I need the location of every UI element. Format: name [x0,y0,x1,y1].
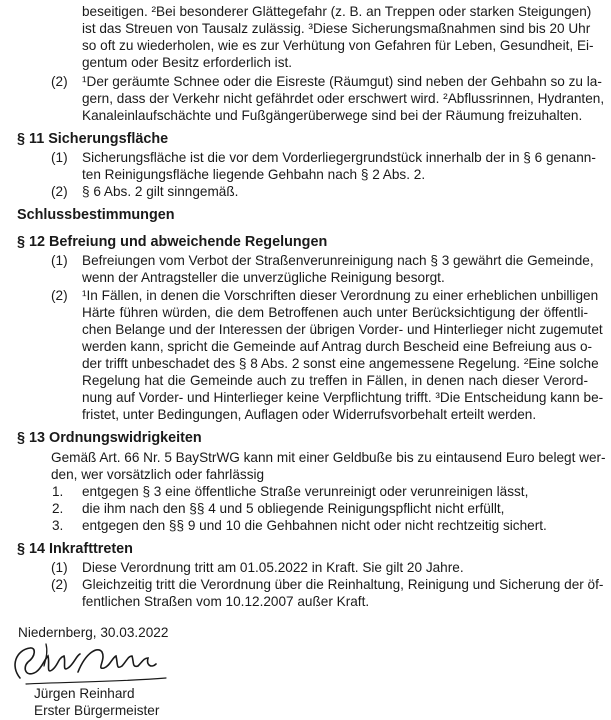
para10-line-1: beseitigen. ²Bei besonderer Glättegefahr (z. B. an Treppen oder starken Steigungen) [82,4,592,19]
section-12-item-2-line-6: Regelung hat die Gemeinde auch zu treffen in Fällen, in denen nach dieser Verord- [82,373,588,388]
para10-line-3: so oft zu wiederholen, wie es zur Verhütung von Gefahren für Leben, Gesundheit, Ei- [82,38,594,53]
section-14-item-1-number: (1) [51,560,68,575]
section-13-item-1-text: entgegen § 3 eine öffentliche Straße verunreinigt oder verunreinigen lässt, [82,484,529,499]
section-13-item-3-number: 3. [52,518,64,533]
section-12-heading: § 12 Befreiung und abweichende Regelungen [17,234,328,250]
section-14-heading: § 14 Inkrafttreten [17,541,133,557]
para10-item-2-line-1: ¹Der geräumte Schnee oder die Eisreste (Räumgut) sind neben der Gehbahn so zu la- [82,74,602,89]
para10-line-2: ist das Streuen von Tausalz zulässig. ³Diese Sicherungsmaßnahmen sind bis 20 Uhr [82,21,591,36]
final-provisions-heading: Schlussbestimmungen [17,207,175,223]
section-11-item-2-number: (2) [51,184,68,199]
section-13-item-3-text: entgegen den §§ 9 und 10 die Gehbahnen nicht oder nicht rechtzeitig sichert. [82,518,547,533]
section-13-heading: § 13 Ordnungswidrigkeiten [17,430,202,446]
section-11-item-2-line-1: § 6 Abs. 2 gilt sinngemäß. [82,184,239,199]
section-11-item-1-line-2: ten Reinigungsfläche liegende Gehbahn nach § 2 Abs. 2. [82,167,426,182]
section-12-item-2-number: (2) [51,288,68,303]
section-12-item-1-line-2: wenn der Antragsteller die unverzügliche Reinigung besorgt. [82,270,445,285]
section-12-item-2-line-4: werden kann, spricht die Gemeinde auf Antrag durch Bescheid eine Befreiung aus o- [82,339,593,354]
section-12-item-1-line-1: Befreiungen vom Verbot der Straßenverunreinigung nach § 3 gewährt die Gemeinde, [82,253,594,268]
section-14-item-2-line-2: fentlichen Straßen vom 10.12.2007 außer Kraft. [82,594,370,609]
section-14-item-2-number: (2) [51,577,68,592]
section-12-item-2-line-5: der trifft unbeschadet des § 8 Abs. 2 sonst eine angemessene Regelung. ²Eine solche [82,356,599,371]
section-11-item-1-line-1: Sicherungsfläche ist die vor dem Vorderliegergrundstück innerhalb der in § 6 genann- [82,150,596,165]
signatory-name: Jürgen Reinhard [34,686,135,701]
section-12-item-2-line-3: chen Belange und der Interessen der übrigen Vorder- und Hinterlieger nicht zugemutet [82,322,603,337]
section-12-item-2-line-2: Härte führen würden, die dem Betroffenen auch unter Berücksichtigung der öffentli- [82,305,588,320]
handwritten-signature [6,638,176,690]
section-12-item-1-number: (1) [51,253,68,268]
section-11-heading: § 11 Sicherungsfläche [17,131,169,147]
section-12-item-2-line-7: nung auf Vorder- und Hinterlieger keine Verpflichtung trifft. ³Die Entscheidung kann be- [82,390,604,405]
section-13-intro-line-1: Gemäß Art. 66 Nr. 5 BayStrWG kann mit einer Geldbuße bis zu eintausend Euro belegt wer- [51,450,606,465]
section-12-item-2-line-8: fristet, unter Bedingungen, Auflagen oder Widerrufsvorbehalt erteilt werden. [82,407,537,422]
section-12-item-2-line-1: ¹In Fällen, in denen die Vorschriften dieser Verordnung zu einer erheblichen unbilligen [82,288,599,303]
section-11-item-1-number: (1) [51,150,68,165]
section-13-item-2-text: die ihm nach den §§ 4 und 5 obliegende Reinigungspflicht nicht erfüllt, [82,501,505,516]
para10-item-2-line-2: gern, dass der Verkehr nicht gefährdet oder erschwert wird. ²Abflussrinnen, Hydranten, [82,91,605,106]
section-13-item-1-number: 1. [52,484,64,499]
para10-item-2-line-3: Kanaleinlaufschächte und Fußgängerüberwege sind bei der Räumung freizuhalten. [82,108,583,123]
signatory-title: Erster Bürgermeister [34,703,160,718]
section-13-item-2-number: 2. [52,501,64,516]
section-13-intro-line-2: den, wer vorsätzlich oder fahrlässig [51,467,265,482]
section-14-item-2-line-1: Gleichzeitig tritt die Verordnung über die Reinhaltung, Reinigung und Sicherung der öf- [82,577,604,592]
place-date: Niedernberg, 30.03.2022 [18,625,169,640]
para10-item-2-number: (2) [51,74,68,89]
para10-line-4: gentum oder Besitz erforderlich ist. [82,55,293,70]
section-14-item-1-line-1: Diese Verordnung tritt am 01.05.2022 in Kraft. Sie gilt 20 Jahre. [82,560,464,575]
